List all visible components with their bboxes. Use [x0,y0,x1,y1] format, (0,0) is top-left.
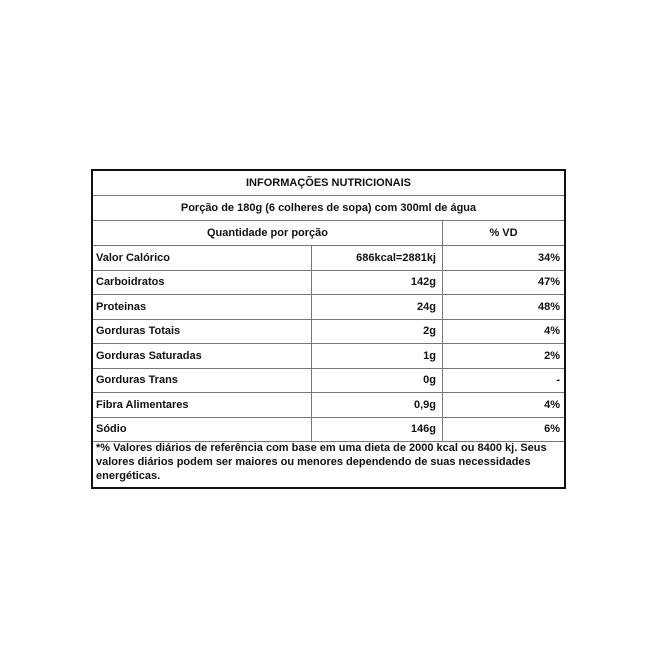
table-title-row [93,171,564,196]
nutrient-vd: 4% [544,398,560,411]
portion-row [93,196,564,221]
footnote: *% Valores diários de referência com base em uma dieta de 2000 kcal ou 8400 kj. Seus valores diários podem ser maiores ou menores dependendo de suas necessidades energéticas. [96,442,547,482]
portion-text: Porção de 180g (6 colheres de sopa) com 300ml de água [180,202,477,214]
nutrient-amount: 1g [312,344,443,368]
nutrient-name: Valor Calórico [93,246,312,270]
nutrient-name: Carboidratos [93,271,312,295]
nutrient-amount: 0g [312,369,443,393]
nutrient-name: Proteinas [93,295,312,319]
nutrient-vd: 47% [537,276,560,289]
nutrient-amount: 24g [312,295,443,319]
nutrient-name: Fibra Alimentares [93,393,312,417]
nutrient-vd: - [556,374,560,387]
table-row [93,344,564,369]
header-vd: % VD [489,227,518,239]
nutrient-amount: 0,9g [312,393,443,417]
table-row [93,393,564,418]
nutrient-name: Sódio [93,418,312,442]
nutrient-vd: 4% [544,325,560,338]
nutrient-name: Gorduras Totais [93,320,312,344]
table-row [93,295,564,320]
nutrient-amount: 2g [312,320,443,344]
table-row [93,320,564,345]
nutrient-name: Gorduras Trans [93,369,312,393]
table-row [93,369,564,394]
nutrient-vd: 2% [544,349,560,362]
table-title: INFORMAÇÕES NUTRICIONAIS [246,177,411,189]
header-row [93,221,564,246]
table-row [93,418,564,443]
table-row [93,271,564,296]
nutrient-amount: 686kcal=2881kj [312,246,443,270]
table-row [93,246,564,271]
nutrition-facts-table [91,169,566,489]
nutrient-amount: 146g [312,418,443,442]
header-quantity: Quantidade por porção [93,221,443,245]
nutrient-vd: 48% [537,300,560,313]
nutrient-vd: 34% [537,251,560,264]
nutrient-name: Gorduras Saturadas [93,344,312,368]
nutrient-amount: 142g [312,271,443,295]
nutrient-vd: 6% [544,423,560,436]
